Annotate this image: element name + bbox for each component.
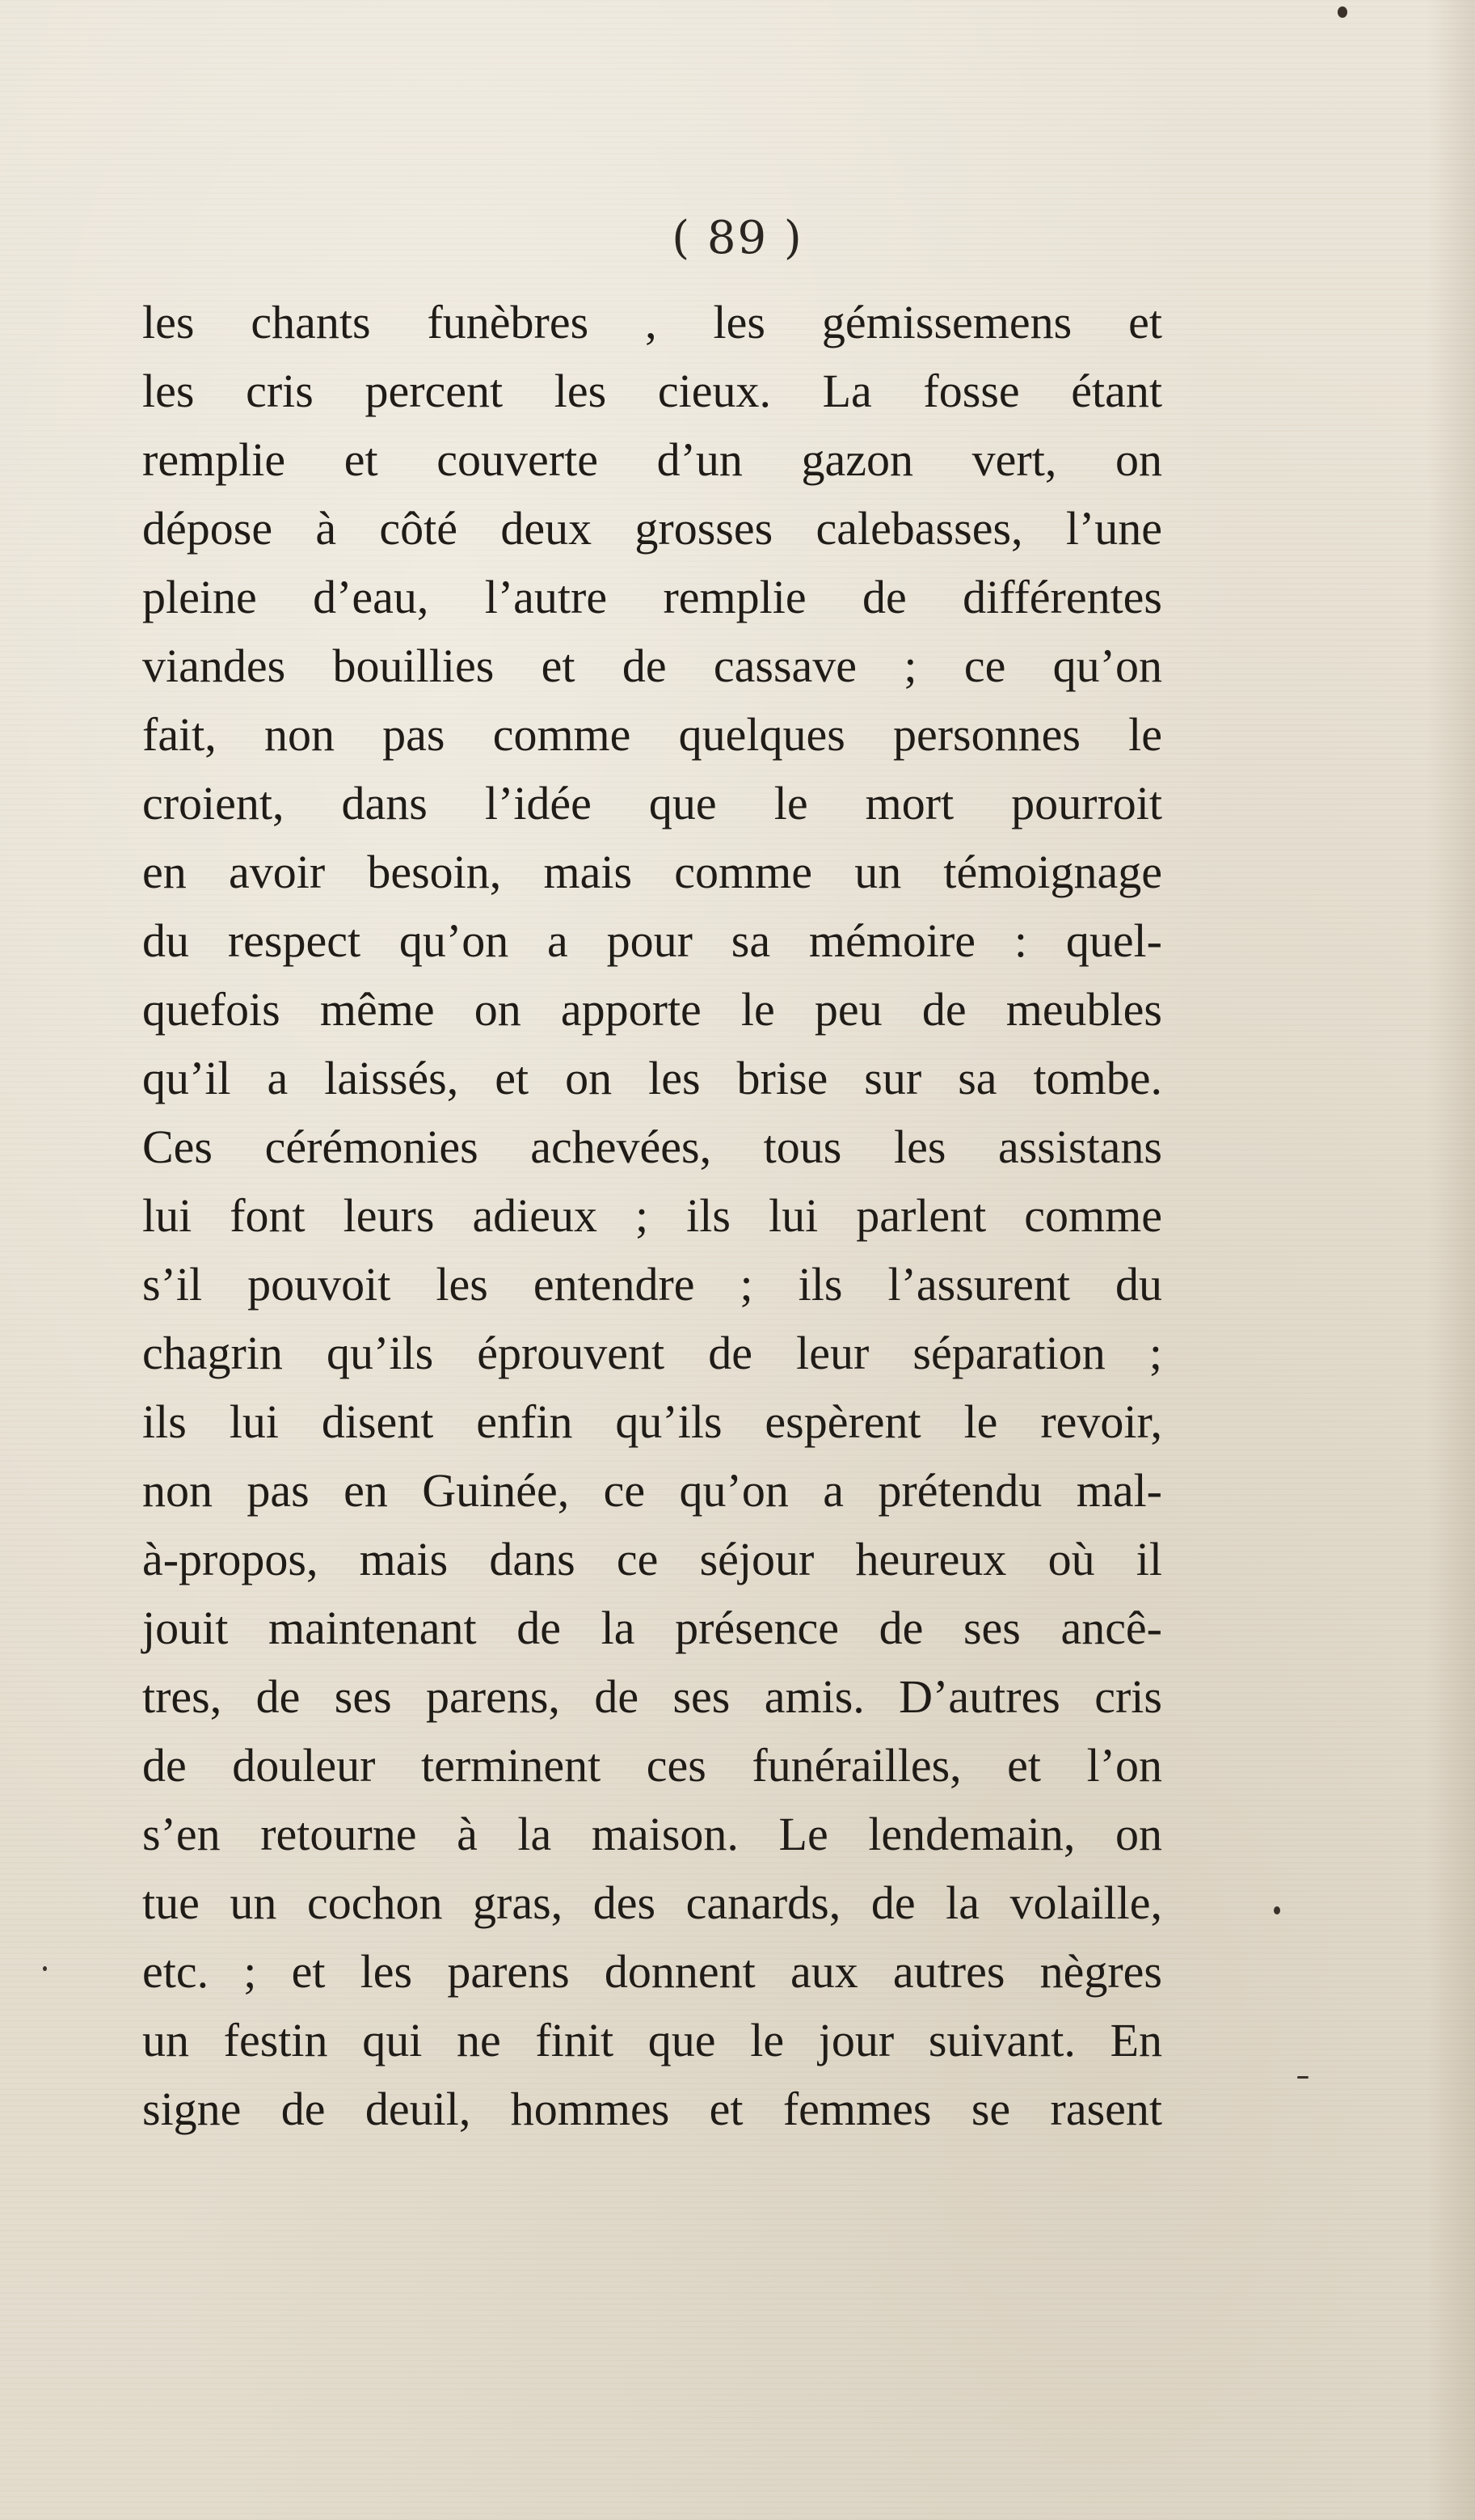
text-line: Ces cérémonies achevées, tous les assistans — [142, 1121, 1162, 1173]
page-edge-shadow — [1427, 0, 1475, 2520]
ink-speck — [1297, 2076, 1309, 2079]
text-line: signe de deuil, hommes et femmes se rasent — [142, 2083, 1162, 2135]
body-text — [142, 288, 1162, 2143]
text-line: les cris percent les cieux. La fosse étant — [142, 365, 1162, 417]
text-line: remplie et couverte d’un gazon vert, on — [142, 433, 1162, 486]
text-line: ils lui disent enfin qu’ils espèrent le revoir, — [142, 1395, 1162, 1448]
text-line: en avoir besoin, mais comme un témoignage — [142, 846, 1162, 898]
text-line: du respect qu’on a pour sa mémoire : quel- — [142, 914, 1162, 967]
text-line: fait, non pas comme quelques personnes le — [142, 708, 1162, 761]
text-line: quefois même on apporte le peu de meubles — [142, 983, 1162, 1036]
text-line: pleine d’eau, l’autre remplie de différentes — [142, 571, 1162, 623]
text-line: un festin qui ne finit que le jour suivant. En — [142, 2014, 1162, 2066]
text-line: à-propos, mais dans ce séjour heureux où il — [142, 1533, 1162, 1585]
text-line: jouit maintenant de la présence de ses ancê- — [142, 1602, 1162, 1654]
text-line: dépose à côté deux grosses calebasses, l’une — [142, 502, 1162, 555]
text-line: les chants funèbres , les gémissemens et — [142, 296, 1162, 348]
text-line: chagrin qu’ils éprouvent de leur séparation ; — [142, 1327, 1162, 1379]
text-line: s’il pouvoit les entendre ; ils l’assurent du — [142, 1258, 1162, 1311]
text-line: non pas en Guinée, ce qu’on a prétendu mal- — [142, 1464, 1162, 1517]
text-line: etc. ; et les parens donnent aux autres nègres — [142, 1945, 1162, 1998]
text-line: croient, dans l’idée que le mort pourroit — [142, 777, 1162, 829]
ink-speck — [43, 1966, 47, 1971]
ink-speck — [1338, 6, 1347, 18]
text-line: de douleur terminent ces funérailles, et l’on — [142, 1739, 1162, 1792]
text-line: qu’il a laissés, et on les brise sur sa tombe. — [142, 1052, 1162, 1104]
text-line: tue un cochon gras, des canards, de la volaille, — [142, 1876, 1162, 1929]
text-line: lui font leurs adieux ; ils lui parlent comme — [142, 1189, 1162, 1242]
text-line: s’en retourne à la maison. Le lendemain, on — [142, 1808, 1162, 1860]
page-number: ( 89 ) — [672, 212, 803, 264]
text-line: tres, de ses parens, de ses amis. D’autres cris — [142, 1670, 1162, 1723]
text-line: viandes bouillies et de cassave ; ce qu’on — [142, 639, 1162, 692]
ink-speck — [1274, 1906, 1280, 1914]
